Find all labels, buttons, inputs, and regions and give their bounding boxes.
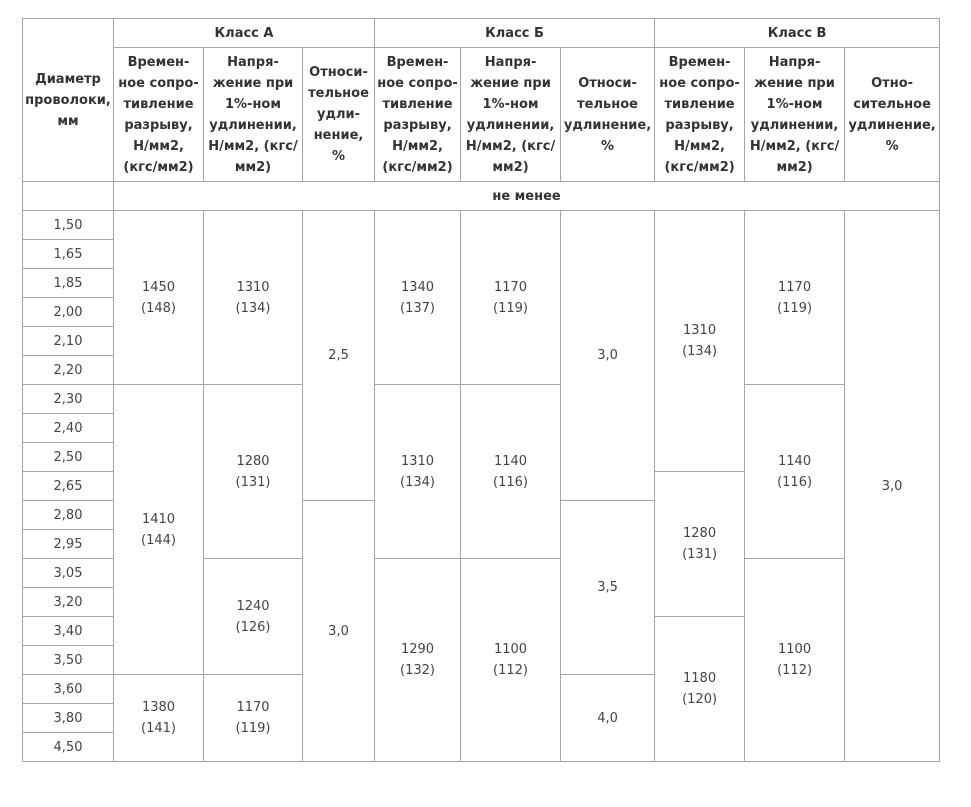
diameter-cell: 3,40	[23, 617, 114, 646]
a-stress-cell: 1240 (126)	[204, 559, 303, 675]
a-elongation-cell: 3,0	[303, 501, 375, 762]
class-a-strength-header: Времен-ное сопро-тивление разрыву, Н/мм2, (кгс/мм2)	[114, 48, 204, 182]
b-stress-cell: 1100 (112)	[461, 559, 561, 762]
diameter-cell: 2,20	[23, 356, 114, 385]
diameter-cell: 3,05	[23, 559, 114, 588]
diameter-cell: 1,85	[23, 269, 114, 298]
diameter-cell: 3,50	[23, 646, 114, 675]
diameter-cell: 2,40	[23, 414, 114, 443]
a-stress-cell: 1310 (134)	[204, 211, 303, 385]
v-stress-cell: 1100 (112)	[745, 559, 845, 762]
class-b-elongation-header: Относи-тельное удлинение, %	[561, 48, 655, 182]
a-strength-cell: 1410 (144)	[114, 385, 204, 675]
diameter-cell: 1,65	[23, 240, 114, 269]
v-strength-cell: 1310 (134)	[655, 211, 745, 472]
v-stress-cell: 1170 (119)	[745, 211, 845, 385]
diameter-cell: 2,65	[23, 472, 114, 501]
diameter-cell: 2,10	[23, 327, 114, 356]
class-v-stress-header: Напря-жение при 1%-ном удлинении, Н/мм2, (кгс/мм2)	[745, 48, 845, 182]
b-elongation-cell: 3,0	[561, 211, 655, 501]
b-stress-cell: 1140 (116)	[461, 385, 561, 559]
diameter-cell: 4,50	[23, 733, 114, 762]
diameter-cell: 2,95	[23, 530, 114, 559]
v-stress-cell: 1140 (116)	[745, 385, 845, 559]
class-b-strength-header: Времен-ное сопро-тивление разрыву, Н/мм2, (кгс/мм2)	[375, 48, 461, 182]
diameter-cell: 2,80	[23, 501, 114, 530]
class-b-header: Класс Б	[375, 19, 655, 48]
class-a-elongation-header: Относи-тельное удли-нение, %	[303, 48, 375, 182]
class-a-stress-header: Напря-жение при 1%-ном удлинении, Н/мм2, (кгс/мм2)	[204, 48, 303, 182]
class-v-elongation-header: Отно-сительное удлинение, %	[845, 48, 940, 182]
b-strength-cell: 1290 (132)	[375, 559, 461, 762]
class-a-header: Класс А	[114, 19, 375, 48]
wire-properties-table	[22, 18, 940, 762]
v-strength-cell: 1180 (120)	[655, 617, 745, 762]
min-note: не менее	[114, 182, 940, 211]
b-elongation-cell: 4,0	[561, 675, 655, 762]
v-strength-cell: 1280 (131)	[655, 472, 745, 617]
class-v-strength-header: Времен-ное сопро-тивление разрыву, Н/мм2, (кгс/мм2)	[655, 48, 745, 182]
diameter-cell: 3,80	[23, 704, 114, 733]
diameter-cell: 3,60	[23, 675, 114, 704]
a-strength-cell: 1450 (148)	[114, 211, 204, 385]
table-wrapper	[22, 18, 940, 762]
v-elongation-cell: 3,0	[845, 211, 940, 762]
diameter-cell: 2,00	[23, 298, 114, 327]
b-stress-cell: 1170 (119)	[461, 211, 561, 385]
diameter-cell: 2,50	[23, 443, 114, 472]
diameter-cell: 2,30	[23, 385, 114, 414]
a-strength-cell: 1380 (141)	[114, 675, 204, 762]
a-stress-cell: 1170 (119)	[204, 675, 303, 762]
diameter-cell: 1,50	[23, 211, 114, 240]
class-v-header: Класс В	[655, 19, 940, 48]
b-strength-cell: 1310 (134)	[375, 385, 461, 559]
diameter-header: Диаметр проволоки, мм	[23, 19, 114, 182]
b-strength-cell: 1340 (137)	[375, 211, 461, 385]
diameter-cell: 3,20	[23, 588, 114, 617]
b-elongation-cell: 3,5	[561, 501, 655, 675]
a-stress-cell: 1280 (131)	[204, 385, 303, 559]
class-b-stress-header: Напря-жение при 1%-ном удлинении, Н/мм2, (кгс/мм2)	[461, 48, 561, 182]
a-elongation-cell: 2,5	[303, 211, 375, 501]
